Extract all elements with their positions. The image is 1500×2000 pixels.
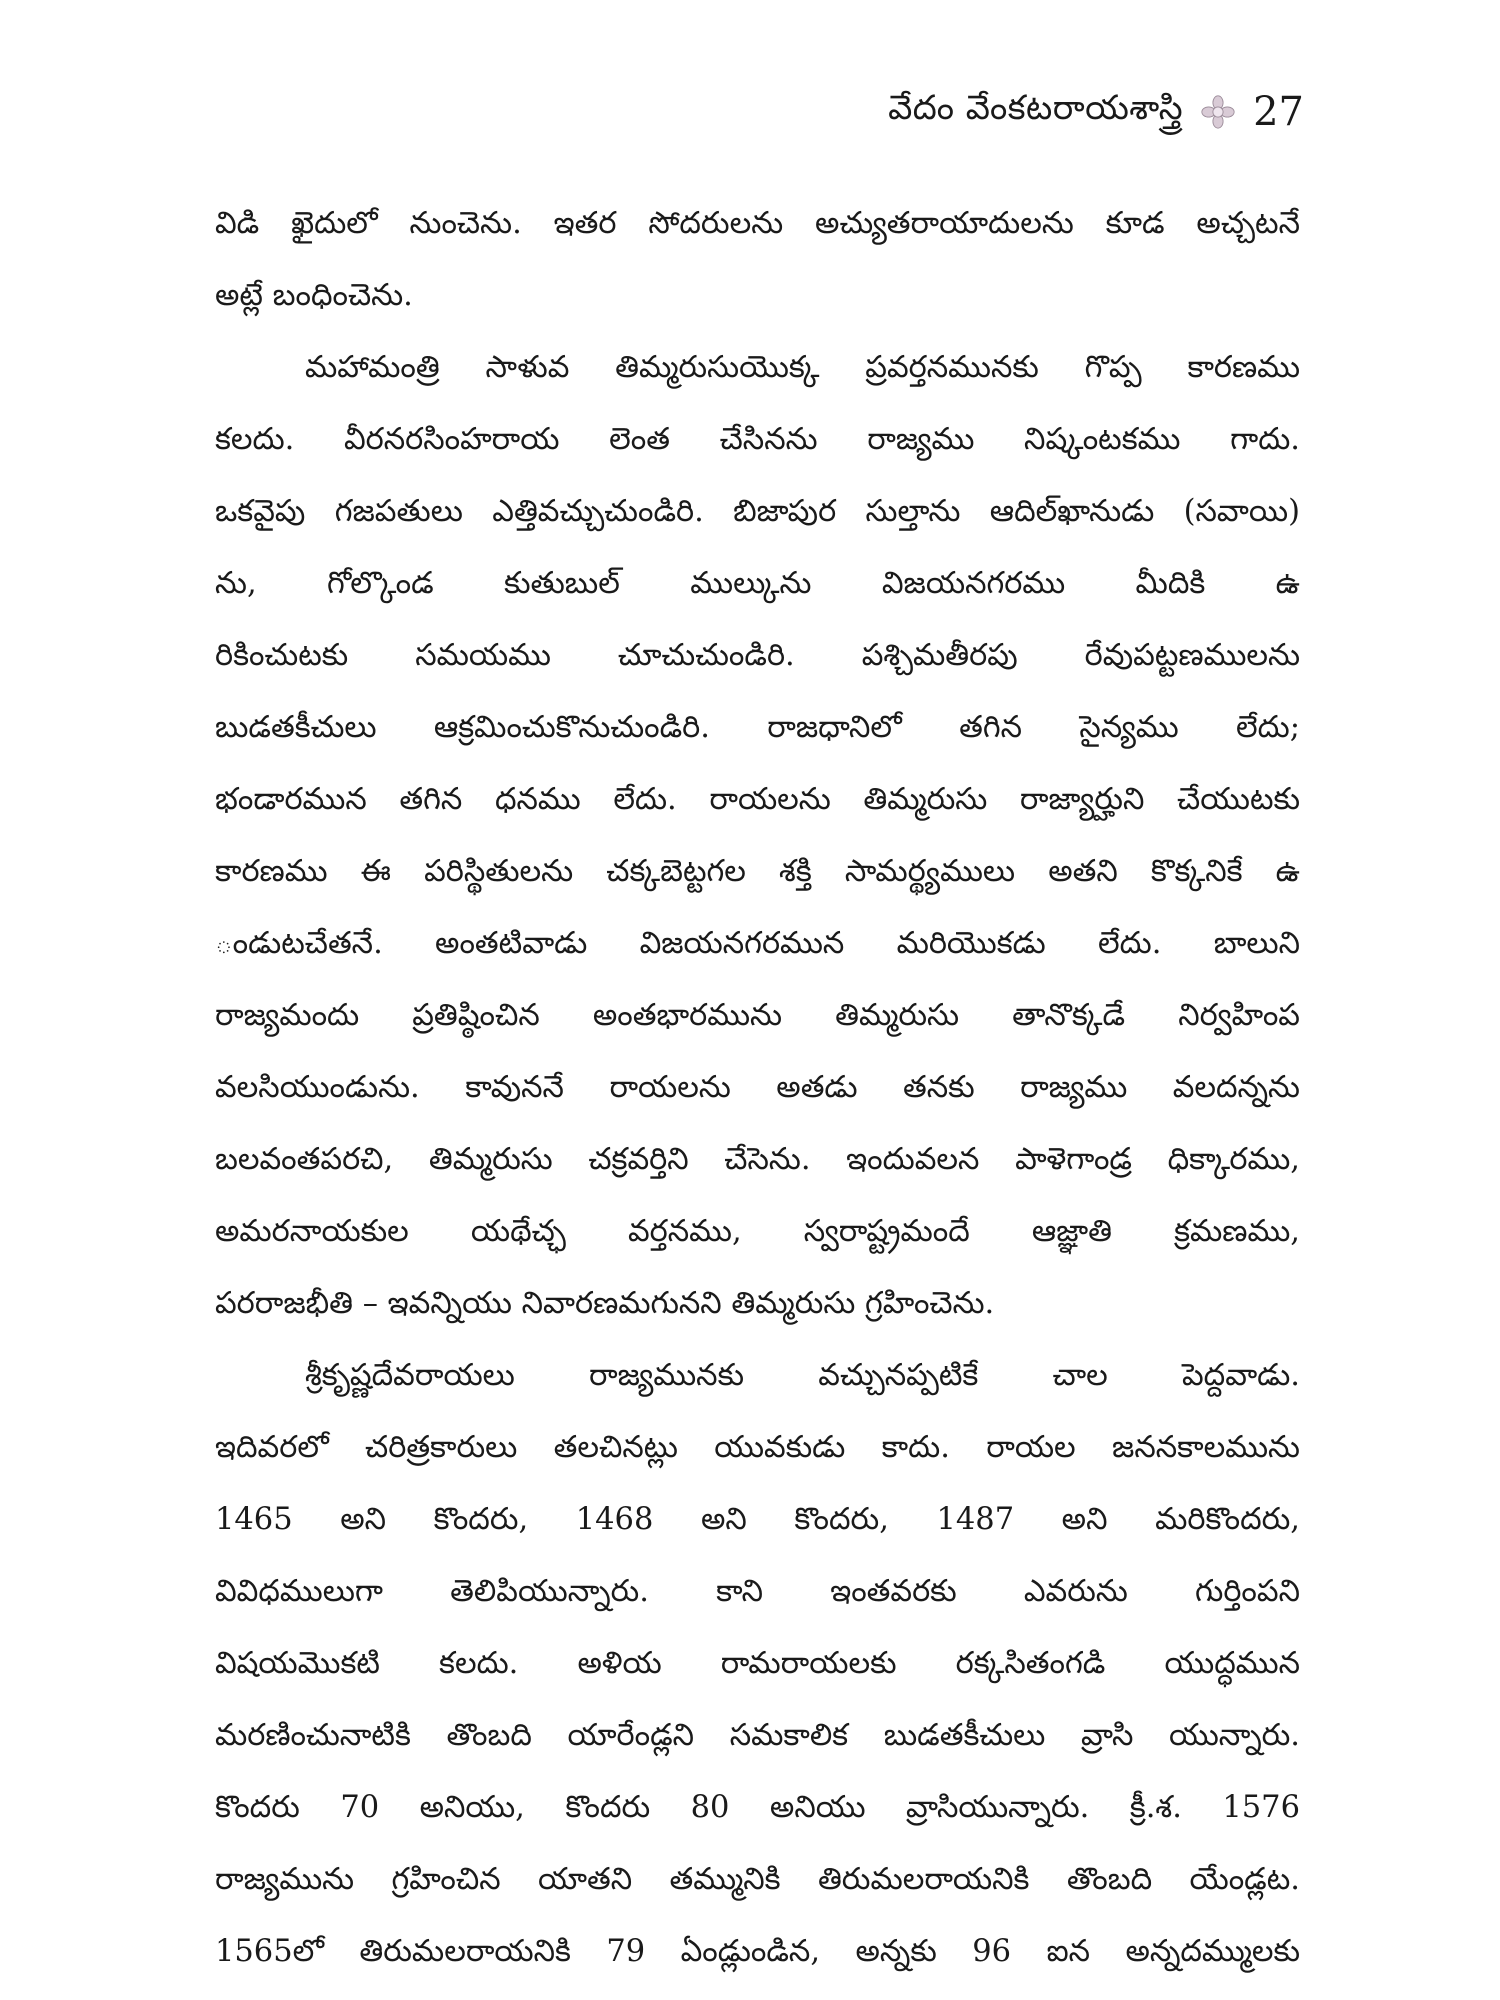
text-line: బుడతకీచులు ఆక్రమించుకొనుచుండిరి. రాజధానిలో తగిన సైన్యము లేదు;	[215, 710, 1300, 745]
text-line: రాజ్యమును గ్రహించిన యాతని తమ్మునికి తిరుమలరాయనికి తొంబది యేండ్లట.	[215, 1862, 1300, 1897]
text-line: 1465 అని కొందరు, 1468 అని కొందరు, 1487 అని మరికొందరు,	[215, 1502, 1300, 1537]
text-line: రికించుటకు సమయము చూచుచుండిరి. పశ్చిమతీరపు రేవుపట్టణములను	[215, 638, 1300, 673]
page-header	[888, 88, 1304, 136]
text-line: అమరనాయకుల యథేచ్ఛ వర్తనము, స్వరాష్ట్రమందే ఆజ్ఞాతి క్రమణము,	[215, 1214, 1300, 1249]
page-number: 27	[1253, 89, 1304, 135]
text-line: వలసియుండును. కావుననే రాయలను అతడు తనకు రాజ్యము వలదన్నను	[215, 1070, 1300, 1105]
text-line: విషయమొకటి కలదు. అళియ రామరాయలకు రక్కసితంగడి యుద్ధమున	[215, 1646, 1300, 1681]
text-line: కలదు. వీరనరసింహరాయ లెంత చేసినను రాజ్యము నిష్కంటకము గాదు.	[215, 422, 1300, 457]
text-line: భండారమున తగిన ధనము లేదు. రాయలను తిమ్మరుసు రాజ్యార్హుని చేయుటకు	[215, 782, 1300, 817]
text-line: అట్లే బంధించెను.	[215, 278, 413, 313]
text-line: విడి ఖైదులో నుంచెను. ఇతర సోదరులను అచ్యుతరాయాదులను కూడ అచ్చటనే	[215, 206, 1300, 241]
text-line: ండుటచేతనే. అంతటివాడు విజయనగరమున మరియొకడు లేదు. బాలుని	[215, 926, 1300, 961]
text-line: బలవంతపరచి, తిమ్మరుసు చక్రవర్తిని చేసెను. ఇందువలన పాళెగాండ్ర ధిక్కారము,	[215, 1142, 1300, 1177]
text-line: శ్రీకృష్ణదేవరాయలు రాజ్యమునకు వచ్చునప్పటికే చాల పెద్దవాడు.	[305, 1358, 1300, 1393]
text-line: మహామంత్రి సాళువ తిమ్మరుసుయొక్క ప్రవర్తనమునకు గొప్ప కారణము	[305, 350, 1300, 385]
flower-ornament-icon	[1201, 95, 1235, 129]
text-line: 1565లో తిరుమలరాయనికి 79 ఏండ్లుండిన, అన్నకు 96 ఐన అన్నదమ్ములకు	[215, 1934, 1300, 1969]
text-line: ఇదివరలో చరిత్రకారులు తలచినట్లు యువకుడు కాదు. రాయల జననకాలమును	[215, 1430, 1300, 1465]
text-line: పరరాజభీతి – ఇవన్నియు నివారణమగునని తిమ్మరుసు గ్రహించెను.	[215, 1286, 995, 1321]
text-line: వివిధములుగా తెలిపియున్నారు. కాని ఇంతవరకు ఎవరును గుర్తింపని	[215, 1574, 1300, 1609]
text-line: కారణము ఈ పరిస్థితులను చక్కబెట్టగల శక్తి సామర్థ్యములు అతని కొక్కనికే ఉ	[215, 854, 1300, 889]
text-line: రాజ్యమందు ప్రతిష్ఠించిన అంతభారమును తిమ్మరుసు తానొక్కడే నిర్వహింప	[215, 998, 1300, 1033]
text-line: ను, గోల్కొండ కుతుబుల్ ముల్కును విజయనగరము మీదికి ఉ	[215, 566, 1300, 601]
text-line: మరణించునాటికి తొంబది యారేండ్లని సమకాలిక బుడతకీచులు వ్రాసి యున్నారు.	[215, 1718, 1300, 1753]
text-line: ఒకవైపు గజపతులు ఎత్తివచ్చుచుండిరి. బిజాపుర సుల్తాను ఆదిల్‌ఖానుడు (సవాయి)	[215, 494, 1300, 529]
text-line: కొందరు 70 అనియు, కొందరు 80 అనియు వ్రాసియున్నారు. క్రీ.శ. 1576	[215, 1790, 1300, 1825]
body-text	[215, 188, 1300, 1988]
running-title: వేదం వేంకటరాయశాస్త్రి	[888, 88, 1184, 128]
